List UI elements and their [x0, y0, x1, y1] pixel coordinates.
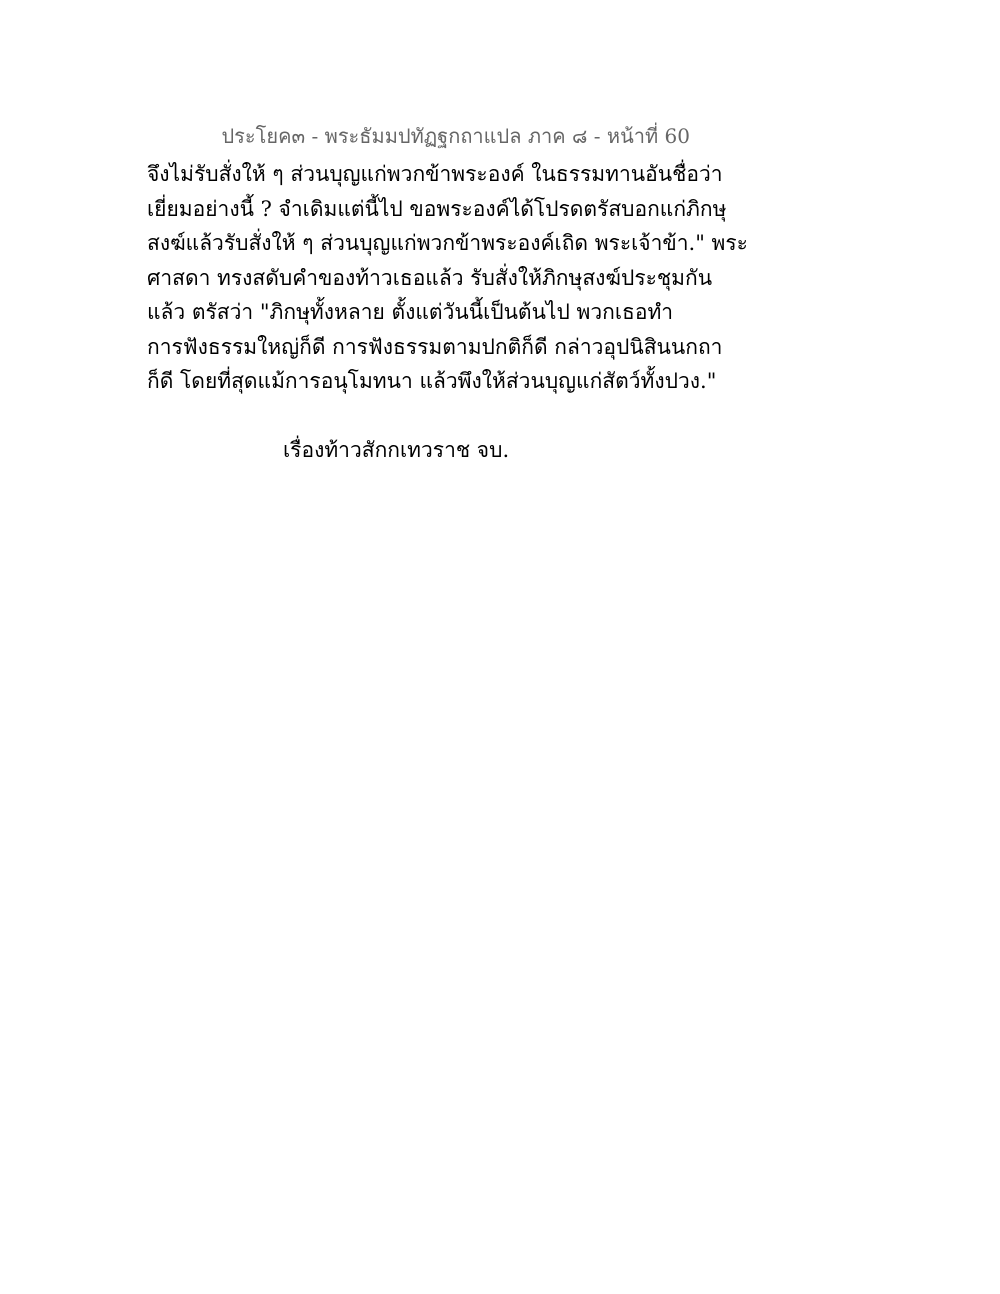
text-line: สงฆ์แล้วรับสั่งให้ ๆ ส่วนบุญแก่พวกข้าพระองค์เถิด พระเจ้าข้า." พระ — [147, 231, 748, 255]
running-header: ประโยค๓ - พระธัมมปทัฏฐกถาแปล ภาค ๘ - หน้าที่ 60 — [221, 124, 690, 148]
text-line: แล้ว ตรัสว่า "ภิกษุทั้งหลาย ตั้งแต่วันนี้เป็นต้นไป พวกเธอทำ — [147, 300, 674, 324]
text-line: การฟังธรรมใหญ่ก็ดี การฟังธรรมตามปกติก็ดี กล่าวอุปนิสินนกถา — [147, 334, 723, 359]
body-text — [147, 157, 748, 399]
text-line: เยี่ยมอย่างนี้ ? จำเดิมแต่นี้ไป ขอพระองค์ได้โปรดตรัสบอกแก่ภิกษุ — [147, 196, 727, 221]
text-line: จึงไม่รับสั่งให้ ๆ ส่วนบุญแก่พวกข้าพระองค์ ในธรรมทานอันชื่อว่า — [147, 162, 723, 186]
text-line: ก็ดี โดยที่สุดแม้การอนุโมทนา แล้วพึงให้ส่วนบุญแก่สัตว์ทั้งปวง." — [147, 369, 717, 393]
story-end-line: เรื่องท้าวสักกเทวราช จบ. — [283, 438, 510, 462]
text-line: ศาสดา ทรงสดับคำของท้าวเธอแล้ว รับสั่งให้ภิกษุสงฆ์ประชุมกัน — [147, 265, 713, 290]
